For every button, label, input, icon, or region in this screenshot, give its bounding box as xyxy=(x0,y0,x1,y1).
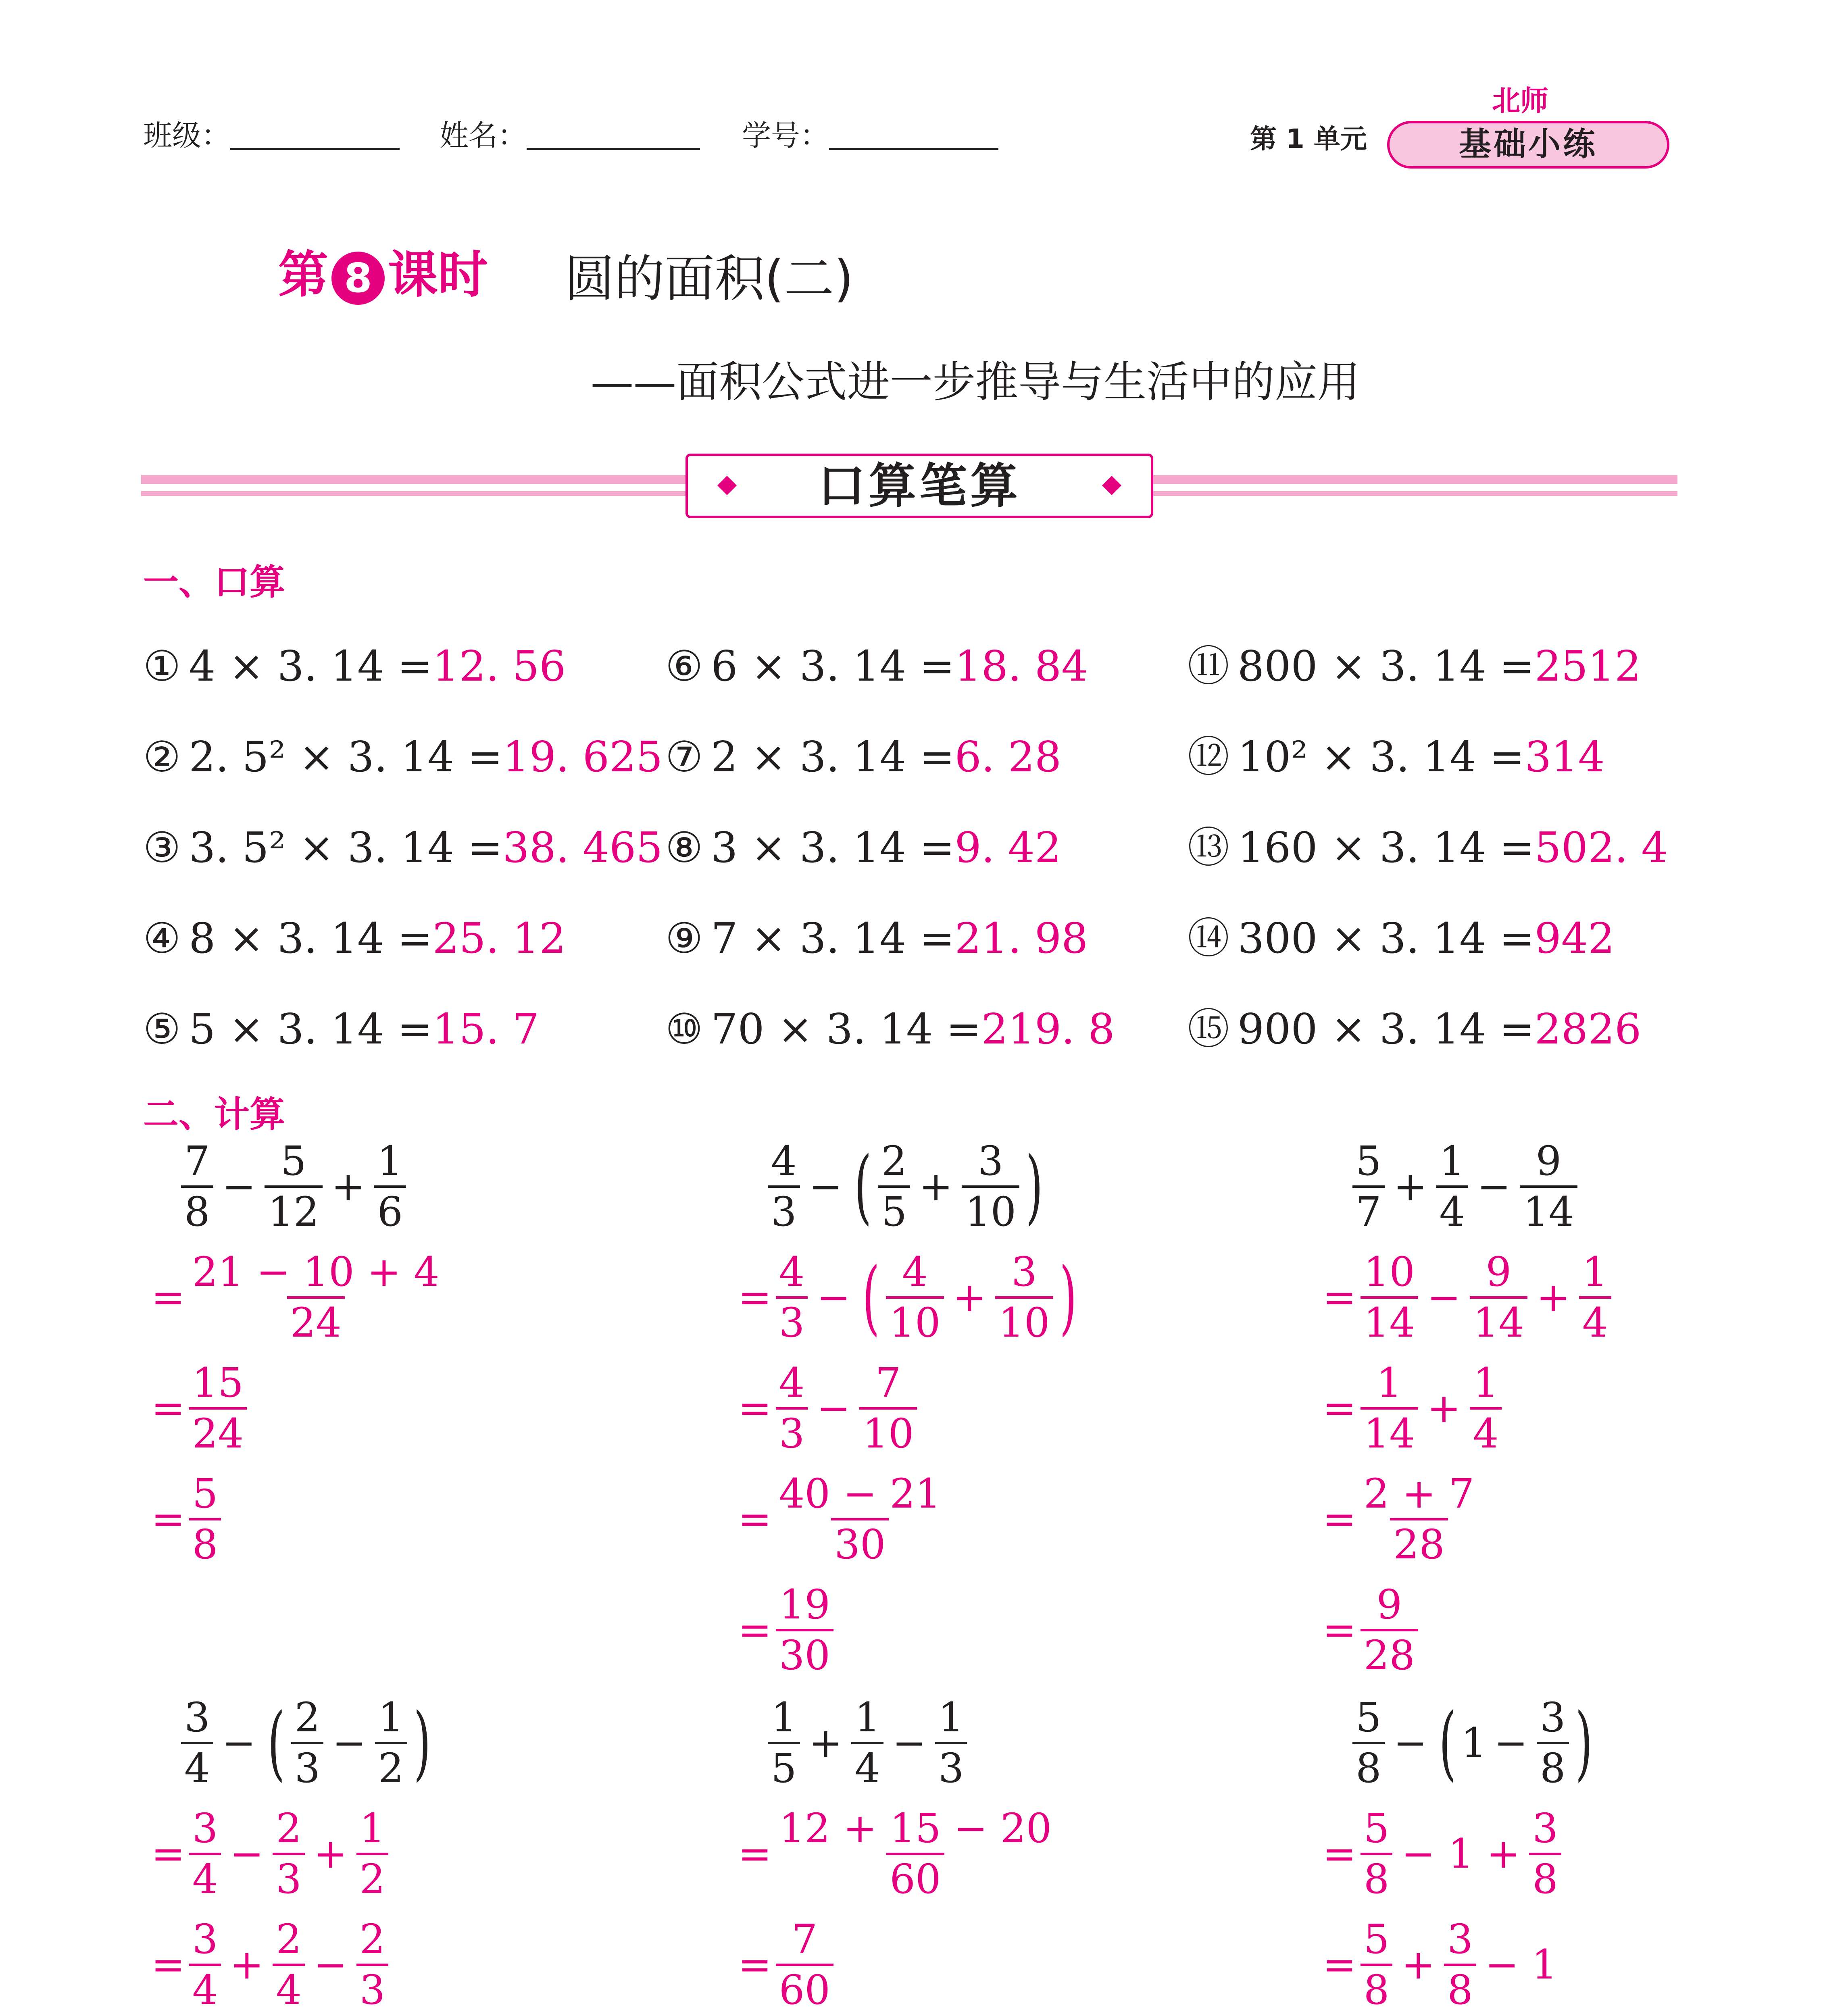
operator: − xyxy=(817,1274,851,1321)
numerator: 21 − 10 + 4 xyxy=(192,1248,440,1295)
calc-step xyxy=(151,1805,390,1903)
operator: + xyxy=(952,1274,987,1321)
series-top-label: 北师 xyxy=(1492,84,1548,117)
operator: − xyxy=(817,1385,851,1432)
calc-step xyxy=(1323,1359,1503,1457)
operator: − 1 + xyxy=(1401,1830,1521,1877)
oral-item xyxy=(1188,823,1668,872)
denominator: 12 xyxy=(265,1185,322,1232)
fraction xyxy=(776,1805,1055,1903)
calc-question xyxy=(1351,1137,1579,1235)
operator: − xyxy=(222,1719,256,1766)
numerator: 5 xyxy=(1363,1805,1390,1852)
lesson-subtitle: ——面积公式进一步推导与生活中的应用 xyxy=(591,357,1360,407)
parenthesis: ) xyxy=(413,1696,431,1790)
equals-sign: = xyxy=(151,1274,185,1321)
oral-answer: 502. 4 xyxy=(1534,823,1668,872)
operator: − xyxy=(1427,1274,1461,1321)
denominator: 3 xyxy=(273,1853,305,1899)
fraction xyxy=(962,1137,1019,1235)
denominator: 28 xyxy=(1361,1629,1418,1676)
operator: − xyxy=(230,1830,264,1877)
series-name: 基础小练 xyxy=(1459,125,1598,163)
numerator: 1 xyxy=(359,1805,385,1852)
denominator: 8 xyxy=(1361,1853,1393,1899)
operator: + xyxy=(1427,1385,1461,1432)
parenthesis: ( xyxy=(862,1250,880,1344)
fraction xyxy=(189,1470,221,1568)
calc-step xyxy=(738,1805,1056,1903)
fraction xyxy=(356,1805,389,1903)
fraction xyxy=(851,1694,883,1792)
oral-question: 70 × 3. 14 = xyxy=(711,1004,981,1054)
fraction xyxy=(189,1359,247,1457)
oral-answer: 2512 xyxy=(1534,641,1642,691)
fraction xyxy=(1444,1916,1476,2014)
oral-question: 3 × 3. 14 = xyxy=(711,823,955,872)
fraction xyxy=(776,1916,833,2014)
denominator: 10 xyxy=(962,1185,1019,1232)
section2-title: 二、计算 xyxy=(143,1093,285,1135)
fraction xyxy=(273,1916,305,2014)
numerator: 7 xyxy=(792,1916,818,1963)
class-field xyxy=(143,121,400,150)
numerator: 1 xyxy=(771,1694,797,1741)
operator: − xyxy=(222,1163,256,1210)
fraction xyxy=(291,1694,323,1792)
class-blank[interactable] xyxy=(230,122,400,150)
oral-question: 6 × 3. 14 = xyxy=(711,641,955,691)
class-label: 班级： xyxy=(143,119,231,152)
parenthesis: ( xyxy=(267,1696,285,1790)
calc-step xyxy=(738,1470,946,1568)
operator: + xyxy=(919,1163,953,1210)
numerator: 1 xyxy=(377,1137,403,1185)
denominator: 10 xyxy=(886,1296,944,1343)
oral-index: ⑦ xyxy=(665,732,703,781)
numerator: 2 + 7 xyxy=(1363,1470,1475,1517)
fraction xyxy=(1361,1359,1418,1457)
denominator: 4 xyxy=(1579,1296,1611,1343)
denominator: 5 xyxy=(878,1185,910,1232)
denominator: 3 xyxy=(291,1742,323,1789)
numerator: 3 xyxy=(192,1805,218,1852)
denominator: 28 xyxy=(1390,1518,1448,1565)
fraction xyxy=(375,1694,407,1792)
denominator: 2 xyxy=(375,1742,407,1789)
denominator: 5 xyxy=(768,1742,800,1789)
equals-sign: = xyxy=(738,1274,772,1321)
oral-item xyxy=(665,641,1088,691)
oral-answer: 219. 8 xyxy=(981,1004,1115,1054)
equals-sign: = xyxy=(1323,1274,1356,1321)
denominator: 8 xyxy=(1537,1742,1569,1789)
oral-question: 7 × 3. 14 = xyxy=(711,914,955,963)
equals-sign: = xyxy=(151,1495,185,1543)
fraction xyxy=(768,1694,800,1792)
fraction xyxy=(374,1137,406,1235)
operator: − xyxy=(1393,1719,1427,1766)
fraction xyxy=(1361,1805,1393,1903)
operator: + xyxy=(1393,1163,1427,1210)
denominator: 60 xyxy=(886,1853,944,1899)
id-label: 学号： xyxy=(742,119,829,152)
operator: + xyxy=(808,1719,843,1766)
fraction xyxy=(1470,1359,1502,1457)
numerator: 3 xyxy=(1011,1248,1037,1295)
denominator: 8 xyxy=(1361,1964,1393,2010)
numerator: 1 xyxy=(938,1694,964,1741)
denominator: 14 xyxy=(1470,1296,1527,1343)
calc-question xyxy=(179,1694,435,1792)
fraction xyxy=(776,1248,808,1346)
operator: + xyxy=(331,1163,365,1210)
oral-item xyxy=(143,914,566,963)
numerator: 10 xyxy=(1363,1248,1415,1295)
fraction xyxy=(181,1137,213,1235)
denominator: 3 xyxy=(935,1742,967,1789)
calc-step xyxy=(1323,1248,1613,1346)
name-field xyxy=(440,121,700,150)
oral-item xyxy=(665,732,1062,781)
equals-sign: = xyxy=(151,1941,185,1988)
numerator: 1 xyxy=(1582,1248,1608,1295)
operator: + xyxy=(230,1941,264,1988)
equals-sign: = xyxy=(1323,1385,1356,1432)
lesson-number: 8 xyxy=(331,252,385,305)
numerator: 5 xyxy=(1363,1916,1390,1963)
denominator: 8 xyxy=(181,1185,213,1232)
operator: − xyxy=(1477,1163,1511,1210)
equals-sign: = xyxy=(1323,1941,1356,1988)
diamond-right-icon xyxy=(1102,476,1121,495)
calc-step xyxy=(738,1248,1081,1346)
calc-question xyxy=(1351,1694,1597,1792)
oral-item xyxy=(1188,641,1642,691)
oral-item xyxy=(143,641,566,691)
parenthesis: ( xyxy=(854,1139,872,1233)
denominator: 30 xyxy=(776,1629,833,1676)
denominator: 2 xyxy=(356,1853,389,1899)
fraction xyxy=(1361,1248,1418,1346)
numerator: 2 xyxy=(294,1694,321,1741)
fraction xyxy=(1352,1694,1385,1792)
denominator: 3 xyxy=(768,1185,800,1232)
operator: − xyxy=(1494,1719,1528,1766)
numerator: 4 xyxy=(779,1359,805,1406)
calc-step xyxy=(151,1470,223,1568)
denominator: 24 xyxy=(287,1296,345,1343)
fraction xyxy=(1537,1694,1569,1792)
numerator: 5 xyxy=(1356,1694,1381,1741)
fraction xyxy=(181,1694,213,1792)
fraction xyxy=(1361,1916,1393,2014)
numerator: 1 xyxy=(1439,1137,1465,1185)
oral-index: ⑩ xyxy=(665,1004,703,1054)
numerator: 9 xyxy=(1486,1248,1512,1295)
oral-answer: 15. 7 xyxy=(432,1004,540,1054)
fraction xyxy=(1520,1137,1577,1235)
numerator: 9 xyxy=(1536,1137,1562,1185)
denominator: 4 xyxy=(1470,1407,1502,1454)
operator: − 1 xyxy=(1485,1941,1558,1988)
numerator: 2 xyxy=(276,1805,302,1852)
numerator: 5 xyxy=(1356,1137,1381,1185)
term: 1 xyxy=(1461,1719,1487,1766)
equals-sign: = xyxy=(1323,1495,1356,1543)
oral-index: ⑭ xyxy=(1188,914,1230,963)
oral-answer: 314 xyxy=(1525,732,1605,781)
fraction xyxy=(1361,1470,1478,1568)
lesson-badge xyxy=(278,246,488,305)
operator: + xyxy=(1401,1941,1436,1988)
fraction xyxy=(886,1248,944,1346)
denominator: 14 xyxy=(1361,1407,1418,1454)
numerator: 5 xyxy=(192,1470,218,1517)
id-blank[interactable] xyxy=(829,122,998,150)
parenthesis: ) xyxy=(1575,1696,1592,1790)
denominator: 4 xyxy=(851,1742,883,1789)
denominator: 6 xyxy=(374,1185,406,1232)
fraction xyxy=(189,1248,443,1346)
numerator: 3 xyxy=(1540,1694,1566,1741)
oral-index: ④ xyxy=(143,914,181,963)
diamond-left-icon xyxy=(717,476,737,495)
calc-step xyxy=(1323,1805,1563,1903)
calc-question xyxy=(766,1694,969,1792)
parenthesis: ( xyxy=(1439,1696,1456,1790)
oral-question: 3. 5² × 3. 14 = xyxy=(189,823,503,872)
oral-question: 160 × 3. 14 = xyxy=(1238,823,1535,872)
denominator: 8 xyxy=(1352,1742,1385,1789)
oral-index: ⑤ xyxy=(143,1004,181,1054)
operator: − xyxy=(313,1941,348,1988)
lesson-title: 圆的面积(二) xyxy=(565,250,854,308)
numerator: 4 xyxy=(771,1137,797,1185)
operator: + xyxy=(1536,1274,1570,1321)
oral-item xyxy=(1188,914,1615,963)
name-label: 姓名： xyxy=(440,119,527,152)
fraction xyxy=(776,1470,944,1568)
oral-question: 8 × 3. 14 = xyxy=(189,914,433,963)
fraction xyxy=(878,1137,910,1235)
numerator: 3 xyxy=(1532,1805,1558,1852)
numerator: 4 xyxy=(779,1248,805,1295)
oral-answer: 19. 625 xyxy=(502,732,663,781)
numerator: 4 xyxy=(902,1248,928,1295)
oral-question: 900 × 3. 14 = xyxy=(1238,1004,1535,1054)
numerator: 1 xyxy=(854,1694,881,1741)
operator: − xyxy=(332,1719,366,1766)
denominator: 10 xyxy=(995,1296,1053,1343)
oral-item xyxy=(143,732,663,781)
oral-answer: 942 xyxy=(1534,914,1615,963)
fraction xyxy=(189,1805,221,1903)
numerator: 2 xyxy=(276,1916,302,1963)
equals-sign: = xyxy=(738,1830,772,1877)
denominator: 30 xyxy=(831,1518,889,1565)
numerator: 3 xyxy=(184,1694,210,1741)
operator: − xyxy=(892,1719,926,1766)
denominator: 14 xyxy=(1361,1296,1418,1343)
oral-question: 5 × 3. 14 = xyxy=(189,1004,433,1054)
calc-step xyxy=(738,1359,919,1457)
numerator: 15 xyxy=(192,1359,244,1406)
calc-step xyxy=(1323,1916,1565,2014)
equals-sign: = xyxy=(151,1830,185,1877)
fraction xyxy=(776,1581,833,1679)
oral-answer: 6. 28 xyxy=(954,732,1062,781)
numerator: 3 xyxy=(977,1137,1004,1185)
equals-sign: = xyxy=(151,1385,185,1432)
denominator: 4 xyxy=(1436,1185,1468,1232)
calc-step xyxy=(151,1359,248,1457)
calc-step xyxy=(1323,1581,1420,1679)
oral-index: ⑨ xyxy=(665,914,703,963)
denominator: 8 xyxy=(1444,1964,1476,2010)
lesson-suffix: 课时 xyxy=(388,246,488,304)
numerator: 1 xyxy=(378,1694,404,1741)
calc-question xyxy=(766,1137,1048,1235)
calc-question xyxy=(179,1137,408,1235)
fraction xyxy=(1361,1581,1418,1679)
oral-answer: 25. 12 xyxy=(432,914,566,963)
oral-index: ⑪ xyxy=(1188,641,1230,691)
denominator: 3 xyxy=(776,1296,808,1343)
numerator: 7 xyxy=(875,1359,901,1406)
denominator: 4 xyxy=(273,1964,305,2010)
denominator: 7 xyxy=(1352,1185,1385,1232)
fraction xyxy=(935,1694,967,1792)
denominator: 3 xyxy=(356,1964,389,2010)
oral-answer: 38. 465 xyxy=(502,823,663,872)
denominator: 8 xyxy=(189,1518,221,1565)
lesson-prefix: 第 xyxy=(278,246,329,304)
oral-answer: 9. 42 xyxy=(954,823,1062,872)
oral-answer: 12. 56 xyxy=(432,641,566,691)
oral-index: ⑬ xyxy=(1188,823,1230,872)
name-blank[interactable] xyxy=(527,122,700,150)
oral-item xyxy=(1188,732,1605,781)
denominator: 14 xyxy=(1520,1185,1577,1232)
denominator: 10 xyxy=(859,1407,917,1454)
numerator: 2 xyxy=(881,1137,907,1185)
oral-question: 800 × 3. 14 = xyxy=(1238,641,1535,691)
numerator: 7 xyxy=(184,1137,210,1185)
equals-sign: = xyxy=(738,1385,772,1432)
numerator: 1 xyxy=(1376,1359,1402,1406)
numerator: 3 xyxy=(192,1916,218,1963)
parenthesis: ) xyxy=(1059,1250,1077,1344)
oral-index: ③ xyxy=(143,823,181,872)
oral-index: ⑮ xyxy=(1188,1004,1230,1054)
series-badge xyxy=(1387,121,1669,169)
oral-item xyxy=(665,914,1088,963)
oral-index: ⑧ xyxy=(665,823,703,872)
numerator: 12 + 15 − 20 xyxy=(779,1805,1052,1852)
fraction xyxy=(776,1359,808,1457)
section1-title: 一、口算 xyxy=(143,561,285,603)
oral-index: ⑥ xyxy=(665,641,703,691)
equals-sign: = xyxy=(738,1606,772,1654)
equals-sign: = xyxy=(1323,1606,1356,1654)
oral-index: ① xyxy=(143,641,181,691)
oral-item xyxy=(665,1004,1115,1054)
calc-step xyxy=(738,1581,835,1679)
unit-label: 第 1 单元 xyxy=(1250,123,1367,154)
calc-step xyxy=(1323,1470,1479,1568)
oral-question: 2 × 3. 14 = xyxy=(711,732,955,781)
oral-question: 10² × 3. 14 = xyxy=(1238,732,1525,781)
oral-item xyxy=(1188,1004,1642,1054)
fraction xyxy=(189,1916,221,2014)
section-banner xyxy=(685,454,1153,518)
numerator: 5 xyxy=(281,1137,306,1185)
fraction xyxy=(768,1137,800,1235)
equals-sign: = xyxy=(738,1495,772,1543)
numerator: 1 xyxy=(1473,1359,1499,1406)
fraction xyxy=(265,1137,322,1235)
fraction xyxy=(356,1916,389,2014)
denominator: 4 xyxy=(189,1853,221,1899)
oral-item xyxy=(143,823,663,872)
denominator: 24 xyxy=(189,1407,247,1454)
numerator: 40 − 21 xyxy=(779,1470,941,1517)
fraction xyxy=(1436,1137,1468,1235)
calc-step xyxy=(738,1916,835,2014)
numerator: 9 xyxy=(1376,1581,1402,1628)
oral-answer: 2826 xyxy=(1534,1004,1642,1054)
oral-answer: 21. 98 xyxy=(954,914,1088,963)
denominator: 8 xyxy=(1529,1853,1561,1899)
oral-index: ⑫ xyxy=(1188,732,1230,781)
oral-question: 2. 5² × 3. 14 = xyxy=(189,732,503,781)
numerator: 2 xyxy=(359,1916,385,1963)
numerator: 3 xyxy=(1447,1916,1473,1963)
operator: − xyxy=(808,1163,843,1210)
operator: + xyxy=(313,1830,348,1877)
denominator: 4 xyxy=(189,1964,221,2010)
denominator: 60 xyxy=(776,1964,833,2010)
banner-title: 口算笔算 xyxy=(817,458,1021,514)
fraction xyxy=(1470,1248,1527,1346)
fraction xyxy=(1529,1805,1561,1903)
calc-step xyxy=(151,1916,390,2014)
oral-answer: 18. 84 xyxy=(954,641,1088,691)
oral-question: 4 × 3. 14 = xyxy=(189,641,433,691)
parenthesis: ) xyxy=(1025,1139,1043,1233)
fraction xyxy=(995,1248,1053,1346)
oral-item xyxy=(665,823,1062,872)
denominator: 3 xyxy=(776,1407,808,1454)
oral-item xyxy=(143,1004,540,1054)
oral-question: 300 × 3. 14 = xyxy=(1238,914,1535,963)
numerator: 19 xyxy=(779,1581,831,1628)
fraction xyxy=(1352,1137,1385,1235)
equals-sign: = xyxy=(738,1941,772,1988)
calc-step xyxy=(151,1248,444,1346)
equals-sign: = xyxy=(1323,1830,1356,1877)
id-field xyxy=(742,121,998,150)
oral-index: ② xyxy=(143,732,181,781)
fraction xyxy=(273,1805,305,1903)
fraction xyxy=(1579,1248,1611,1346)
denominator: 4 xyxy=(181,1742,213,1789)
fraction xyxy=(859,1359,917,1457)
